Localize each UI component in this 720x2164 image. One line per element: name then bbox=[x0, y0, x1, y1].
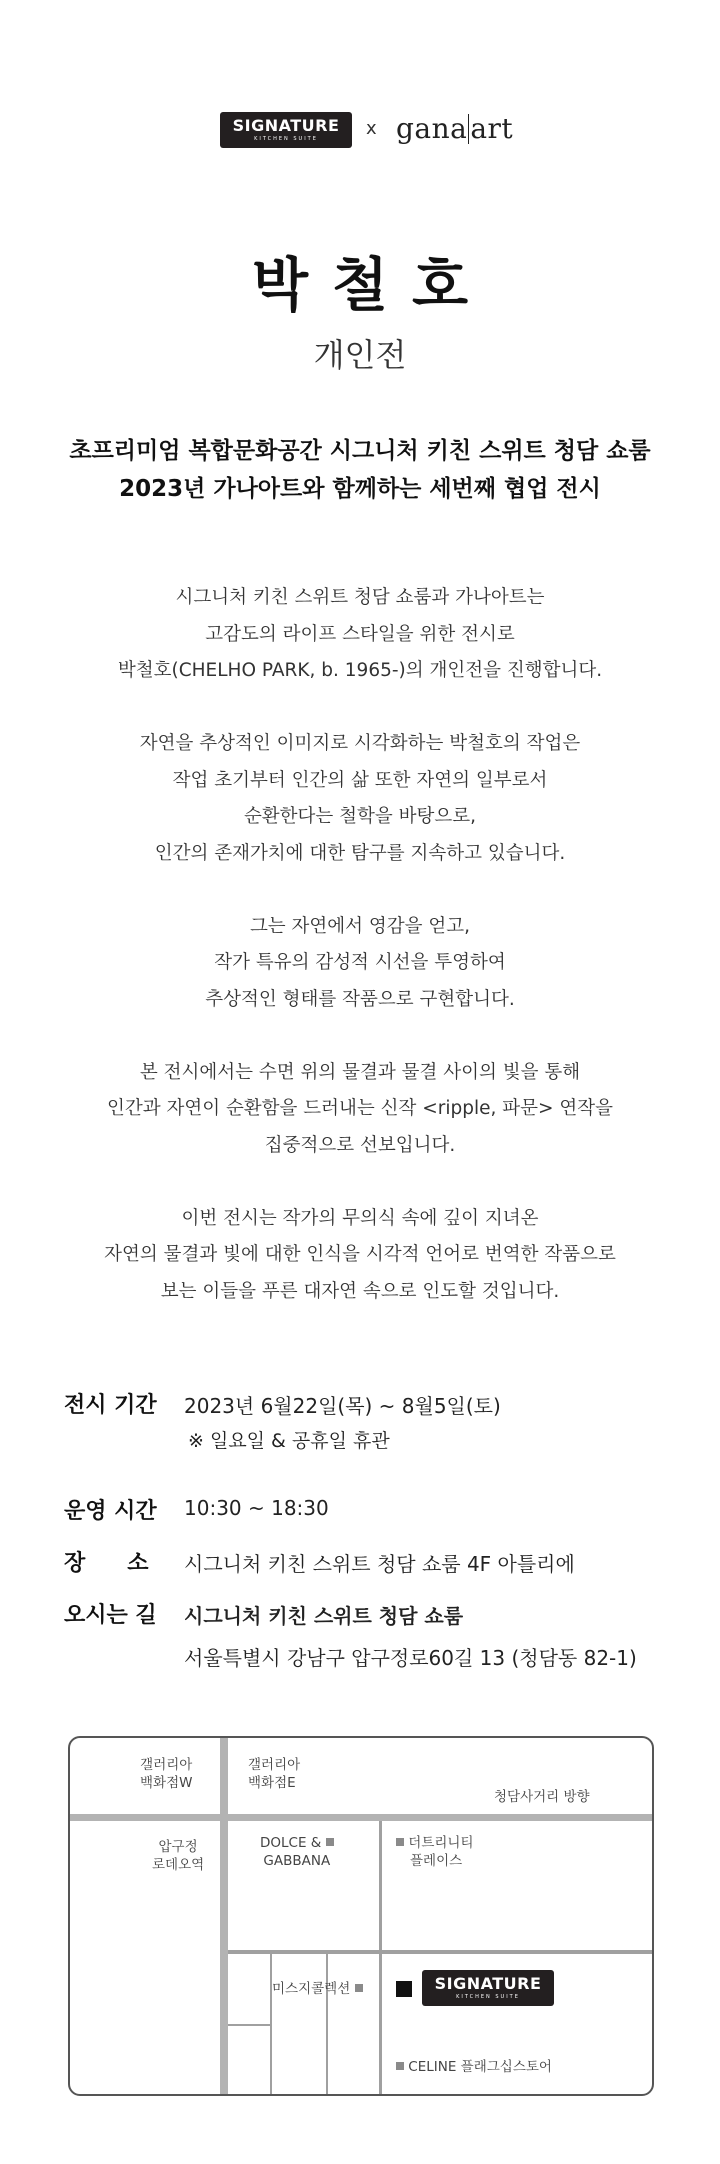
signature-logo-subtext: KITCHEN SUITE bbox=[254, 136, 318, 142]
paragraph-line: 그는 자연에서 영감을 얻고, bbox=[249, 915, 471, 937]
map-road-vertical-main bbox=[220, 1738, 228, 2096]
collab-x: x bbox=[366, 118, 377, 139]
map-label-line: 백화점E bbox=[248, 1775, 296, 1791]
map-label-line: 로데오역 bbox=[152, 1857, 205, 1873]
paragraph-line: 집중적으로 선보입니다. bbox=[264, 1134, 456, 1156]
location-map bbox=[68, 1736, 654, 2096]
paragraph-3 bbox=[0, 909, 720, 1019]
map-label-line: DOLCE & bbox=[260, 1835, 322, 1851]
partner-logos bbox=[0, 112, 720, 148]
paragraph-line: 인간의 존재가치에 대한 탐구를 지속하고 있습니다. bbox=[154, 842, 566, 864]
dolce-gabbana-label bbox=[260, 1834, 334, 1870]
period-value: 2023년 6월22일(목) ~ 8월5일(토) bbox=[184, 1394, 501, 1418]
galleria-e-label bbox=[248, 1756, 300, 1792]
map-road-horizontal-second bbox=[228, 1950, 654, 1954]
paragraph-2 bbox=[0, 726, 720, 872]
paragraph-line: 박철호(CHELHO PARK, b. 1965-)의 개인전을 진행합니다. bbox=[117, 660, 603, 681]
period-label: 전시 기간 bbox=[64, 1393, 157, 1418]
place-value: 시그니처 키친 스위트 청담 쇼룸 4F 아틀리에 bbox=[184, 1552, 575, 1576]
paragraph-line: 자연을 추상적인 이미지로 시각화하는 박철호의 작업은 bbox=[139, 733, 581, 754]
exhibition-info bbox=[64, 1388, 684, 1694]
cheongdam-direction-label: 청담사거리 방향 bbox=[494, 1789, 590, 1805]
map-label-line: 압구정 bbox=[158, 1839, 198, 1855]
hours-row bbox=[64, 1494, 684, 1546]
map-label-line: CELINE 플래그십스토어 bbox=[408, 2059, 552, 2075]
marker-square-icon bbox=[355, 1984, 363, 1992]
hours-label: 운영 시간 bbox=[64, 1499, 157, 1524]
paragraph-1 bbox=[0, 580, 720, 690]
map-label-line: 갤러리아 bbox=[140, 1757, 193, 1773]
celine-label bbox=[396, 2058, 552, 2076]
place-row bbox=[64, 1546, 684, 1598]
signature-kitchen-suite-logo bbox=[220, 112, 352, 148]
paragraph-line: 순환한다는 철학을 바탕으로, bbox=[243, 806, 477, 827]
signature-logo-text: SIGNATURE bbox=[434, 1974, 542, 1993]
map-label-line: GABBANA bbox=[263, 1853, 331, 1869]
paragraph-line: 고감도의 라이프 스타일을 위한 전시로 bbox=[205, 623, 515, 645]
map-road-vertical-second bbox=[379, 1821, 382, 2096]
headline-line-2: 2023년 가나아트와 함께하는 세번째 협업 전시 bbox=[119, 476, 601, 502]
map-label-line: 갤러리아 bbox=[248, 1757, 301, 1773]
location-marker-icon bbox=[396, 1981, 412, 1997]
directions-value: 시그니처 키친 스위트 청담 쇼룸 bbox=[184, 1604, 464, 1628]
map-signature-logo bbox=[422, 1970, 554, 2006]
exhibition-type: 개인전 bbox=[313, 336, 407, 374]
the-trinity-label bbox=[396, 1834, 474, 1870]
galleria-w-label bbox=[140, 1756, 192, 1792]
exhibition-description bbox=[0, 580, 720, 1347]
paragraph-line: 자연의 물결과 빛에 대한 인식을 시각적 언어로 번역한 작품으로 bbox=[104, 1244, 616, 1265]
paragraph-4 bbox=[0, 1055, 720, 1165]
map-alley-3 bbox=[228, 2024, 272, 2026]
gana-logo-left: gana bbox=[396, 112, 468, 145]
marker-square-icon bbox=[396, 1838, 404, 1846]
marker-square-icon bbox=[326, 1838, 334, 1846]
paragraph-5 bbox=[0, 1201, 720, 1311]
map-label-line: 플레이스 bbox=[410, 1853, 463, 1869]
address: 서울특별시 강남구 압구정로60길 13 (청담동 82-1) bbox=[184, 1646, 637, 1670]
paragraph-line: 추상적인 형태를 작품으로 구현합니다. bbox=[205, 988, 515, 1010]
miss-g-label bbox=[272, 1980, 363, 1998]
gana-logo-right: art bbox=[470, 112, 514, 145]
apgujeong-station-label bbox=[152, 1838, 204, 1874]
directions-label: 오시는 길 bbox=[64, 1603, 157, 1628]
hours-value: 10:30 ~ 18:30 bbox=[184, 1496, 329, 1520]
directions-row bbox=[64, 1598, 684, 1694]
map-label-line: 더트리니티 bbox=[408, 1835, 474, 1851]
marker-square-icon bbox=[396, 2062, 404, 2070]
paragraph-line: 이번 전시는 작가의 무의식 속에 깊이 지녀온 bbox=[181, 1207, 539, 1229]
paragraph-line: 보는 이들을 푸른 대자연 속으로 인도할 것입니다. bbox=[160, 1280, 560, 1302]
map-label-line: 미스지콜렉션 bbox=[272, 1981, 351, 1997]
signature-logo-subtext: KITCHEN SUITE bbox=[456, 1994, 520, 2000]
map-label-line: 백화점W bbox=[140, 1775, 193, 1791]
paragraph-line: 작업 초기부터 인간의 삶 또한 자연의 일부로서 bbox=[172, 769, 548, 791]
headline bbox=[0, 432, 720, 508]
signature-logo-text: SIGNATURE bbox=[232, 116, 340, 135]
artist-name: 박철호 bbox=[251, 251, 493, 319]
closed-note: ※ 일요일 & 공휴일 휴관 bbox=[188, 1430, 390, 1452]
period-row bbox=[64, 1388, 684, 1494]
place-label: 장소 bbox=[64, 1551, 191, 1576]
paragraph-line: 인간과 자연이 순환함을 드러내는 신작 <ripple, 파문> 연작을 bbox=[106, 1098, 614, 1119]
gana-art-logo bbox=[396, 112, 513, 145]
paragraph-line: 작가 특유의 감성적 시선을 투영하여 bbox=[214, 952, 506, 973]
paragraph-line: 시그니처 키친 스위트 청담 쇼룸과 가나아트는 bbox=[175, 587, 545, 608]
map-alley-2 bbox=[326, 1954, 328, 2096]
map-road-horizontal-main bbox=[70, 1814, 654, 1821]
headline-line-1: 초프리미엄 복합문화공간 시그니처 키친 스위트 청담 쇼룸 bbox=[69, 438, 651, 464]
paragraph-line: 본 전시에서는 수면 위의 물결과 물결 사이의 빛을 통해 bbox=[139, 1061, 581, 1083]
